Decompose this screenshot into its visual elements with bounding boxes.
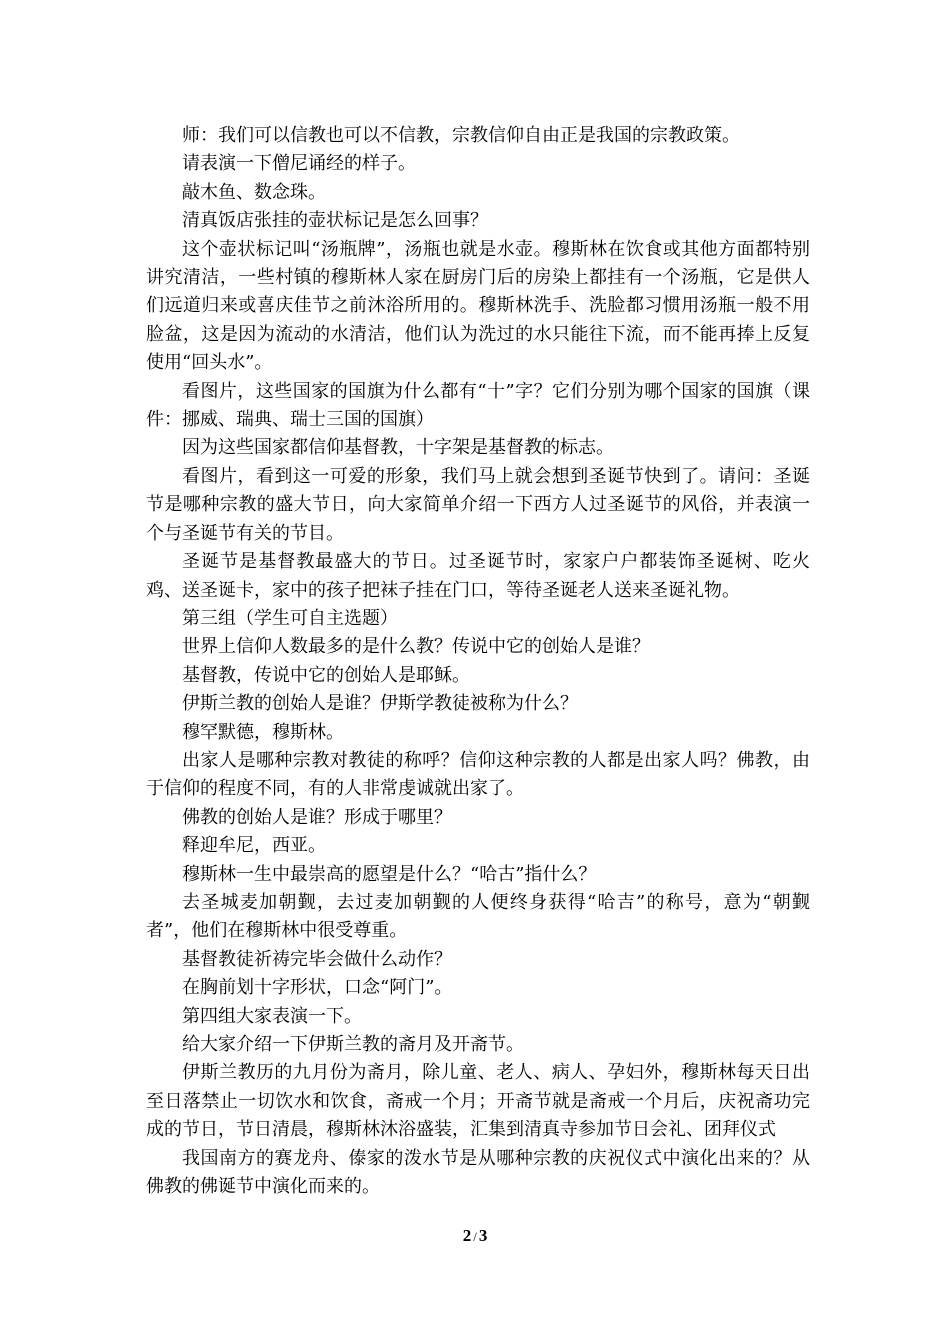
paragraph: 请表演一下僧尼诵经的样子。 (182, 153, 416, 175)
paragraph: 看图片，看到这一可爱的形象，我们马上就会想到圣诞节快到了。请问：圣诞节是哪种宗教的盛大节日，向大家简单介绍一下西方人过圣诞节的风俗，并表演一个与圣诞节有关的节目。 (146, 465, 810, 544)
paragraph: 基督教徒祈祷完毕会做什么动作？ (182, 948, 452, 970)
paragraph: 第四组大家表演一下。 (182, 1005, 362, 1027)
paragraph: 穆罕默德，穆斯林。 (182, 721, 344, 743)
page-number-footer (0, 1226, 950, 1246)
paragraph: 穆斯林一生中最崇高的愿望是什么？“哈古”指什么？ (182, 863, 597, 885)
paragraph: 基督教，传说中它的创始人是耶稣。 (182, 664, 470, 686)
paragraph: 出家人是哪种宗教对教徒的称呼？信仰这种宗教的人都是出家人吗？佛教，由于信仰的程度不同，有的人非常虔诚就出家了。 (146, 749, 810, 800)
paragraph: 去圣城麦加朝觐，去过麦加朝觐的人便终身获得“哈吉”的称号，意为“朝觐者”，他们在穆斯林中很受尊重。 (146, 891, 810, 942)
paragraph: 第三组（学生可自主选题） (182, 607, 398, 629)
current-page-number: 2 (462, 1226, 472, 1245)
paragraph: 佛教的创始人是谁？形成于哪里？ (182, 806, 452, 828)
paragraph: 师：我们可以信教也可以不信教，宗教信仰自由正是我国的宗教政策。 (182, 125, 740, 146)
paragraph: 在胸前划十字形状，口念“阿门”。 (182, 977, 453, 999)
total-pages-number: 3 (478, 1226, 488, 1245)
paragraph: 释迎牟尼，西亚。 (182, 835, 326, 857)
paragraph: 这个壶状标记叫“汤瓶牌”，汤瓶也就是水壶。穆斯林在饮食或其他方面都特别讲究清洁，一些村镇的穆斯林人家在厨房门后的房染上都挂有一个汤瓶，它是供人们远道归来或喜庆佳节之前沐浴所用的。穆斯林洗手、洗脸都习惯用汤瓶一般不用脸盆，这是因为流动的水清洁，他们认为洗过的水只能往下流，而不能再捧上反复使用“回头水”。 (146, 238, 810, 374)
document-body (146, 122, 810, 1201)
paragraph: 看图片，这些国家的国旗为什么都有“十”字？它们分别为哪个国家的国旗（课件：挪威、瑞典、瑞士三国的国旗） (146, 380, 810, 431)
paragraph: 清真饭店张挂的壶状标记是怎么回事？ (182, 210, 488, 232)
paragraph: 世界上信仰人数最多的是什么教？传说中它的创始人是谁？ (182, 636, 650, 658)
paragraph: 因为这些国家都信仰基督教，十字架是基督教的标志。 (182, 437, 614, 459)
paragraph: 给大家介绍一下伊斯兰教的斋月及开斋节。 (182, 1034, 524, 1055)
paragraph: 敲木鱼、数念珠。 (182, 181, 326, 203)
paragraph: 圣诞节是基督教最盛大的节日。过圣诞节时，家家户户都装饰圣诞树、吃火鸡、送圣诞卡，家中的孩子把袜子挂在门口，等待圣诞老人送来圣诞礼物。 (146, 551, 810, 601)
page-separator: / (473, 1229, 477, 1244)
paragraph: 伊斯兰教历的九月份为斋月，除儿童、老人、病人、孕妇外，穆斯林每天日出至日落禁止一切饮水和饮食，斋戒一个月；开斋节就是斋戒一个月后，庆祝斋功完成的节日，节日清晨，穆斯林沐浴盛装，汇集到清真寺参加节日会礼、团拜仪式 (146, 1062, 810, 1141)
paragraph: 我国南方的赛龙舟、傣家的泼水节是从哪种宗教的庆祝仪式中演化出来的？从佛教的佛诞节中演化而来的。 (146, 1147, 810, 1198)
paragraph: 伊斯兰教的创始人是谁？伊斯学教徒被称为什么？ (182, 693, 578, 715)
